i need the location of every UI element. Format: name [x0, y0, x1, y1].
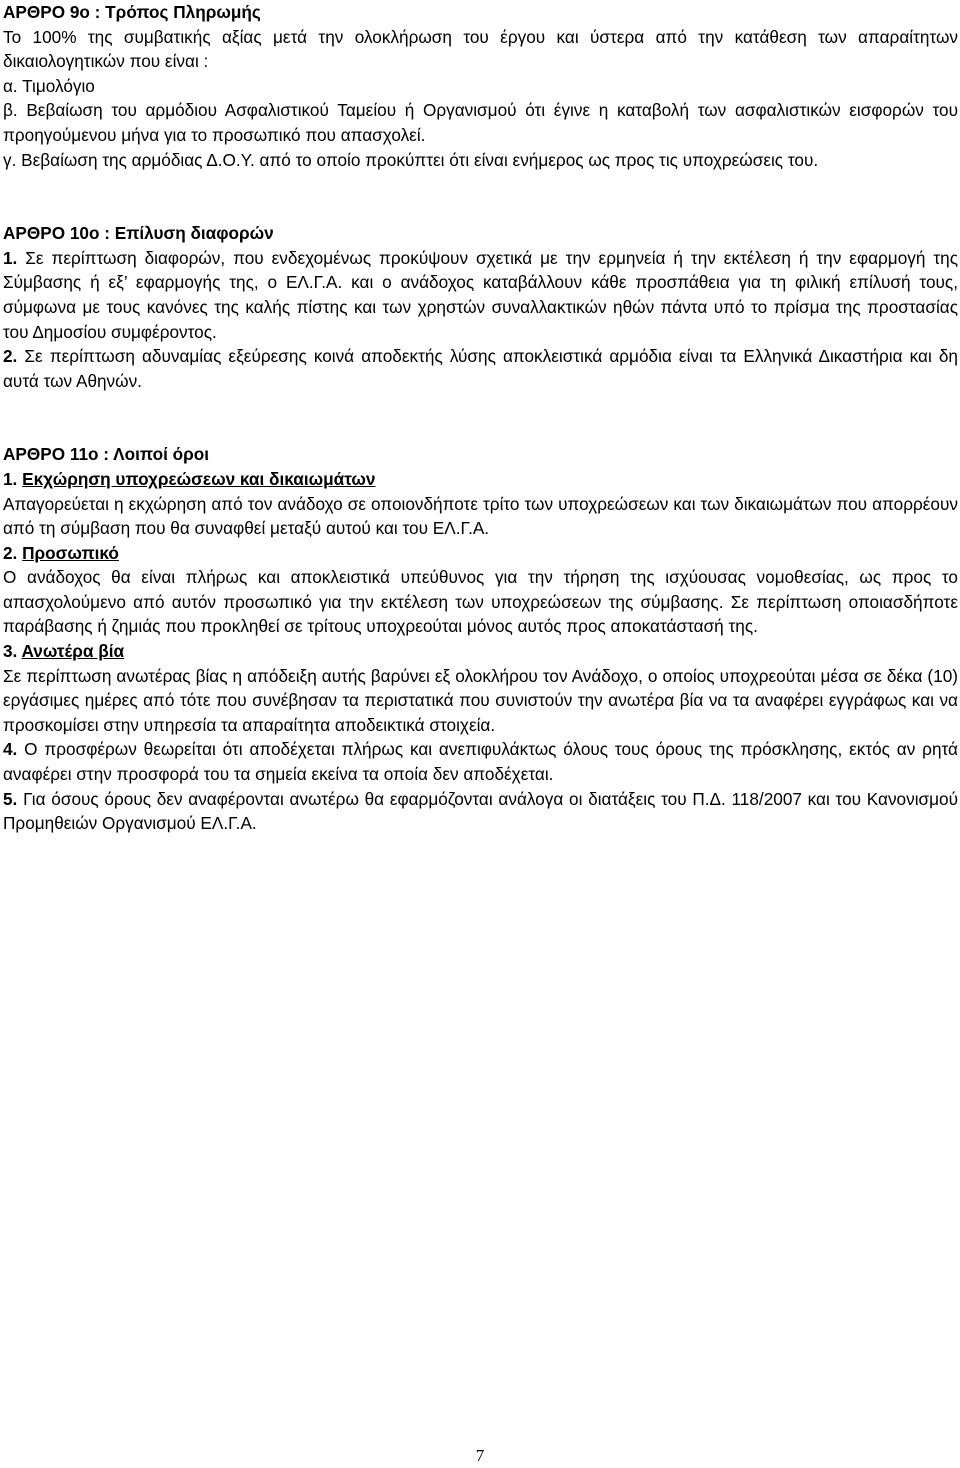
- page-number: 7: [475, 1446, 485, 1465]
- subheading-text: Ανωτέρα βία: [21, 641, 125, 662]
- subheading-text: Προσωπικό: [22, 542, 119, 563]
- article-9-item-a: α. Τιμολόγιο: [3, 75, 95, 96]
- paragraph-text: Για όσους όρους δεν αναφέρονται ανωτέρω θα εφαρμόζονται ανάλογα οι διατάξεις του Π.Δ. 118/2007 και του Κανονισμού Προμηθειών Οργανισμού ΕΛ.Γ.Α.: [3, 788, 958, 834]
- article-9-title: ΑΡΘΡΟ 9ο : Τρόπος Πληρωμής: [3, 2, 261, 22]
- article-11-subheading-2: [3, 541, 958, 566]
- article-11-text-1: Απαγορεύεται η εκχώρηση από τον ανάδοχο σε οποιονδήποτε τρίτο των υποχρεώσεων και των δικαιωμάτων που απορρέουν από τη σύμβαση που θα συναφθεί μεταξύ αυτού και του ΕΛ.Γ.Α.: [3, 493, 958, 539]
- document-page: [3, 0, 958, 836]
- article-9-item-c: γ. Βεβαίωση της αρμόδιας Δ.Ο.Υ. από το οποίο προκύπτει ότι είναι ενήμερος ως προς τις υποχρεώσεις του.: [3, 149, 819, 170]
- article-9-item-b: β. Βεβαίωση του αρμόδιου Ασφαλιστικού Ταμείου ή Οργανισμού ότι έγινε η καταβολή των ασφαλιστικών εισφορών του προηγούμενου μήνα για το προσωπικό που απασχολεί.: [3, 100, 958, 145]
- article-9-intro: Το 100% της συμβατικής αξίας μετά την ολοκλήρωση του έργου και ύστερα από την κατάθεση των απαραίτητων δικαιολογητικών που είναι :: [3, 26, 958, 72]
- paragraph-number: 4.: [3, 739, 18, 760]
- article-10-paragraph-1: [3, 246, 958, 344]
- article-11-paragraph-4: [3, 737, 958, 786]
- paragraph-number: 5.: [3, 788, 18, 809]
- paragraph-text: Σε περίπτωση διαφορών, που ενδεχομένως προκύψουν σχετικά με την ερμηνεία ή την εκτέλεση ή την εφαρμογή της Σύμβασης ή εξ’ εφαρμογής της, ο ΕΛ.Γ.Α. και ο ανάδοχος καταβάλλουν κάθε προσπάθεια για τη φιλική επίλυσή τους, σύμφωνα με τους κανόνες της καλής πίστης και των χρηστών συναλλακτικών ηθών πάντα υπό το πρίσμα της προστασίας του Δημοσίου συμφέροντος.: [3, 247, 958, 342]
- section-spacer: [3, 393, 958, 442]
- article-11-title: ΑΡΘΡΟ 11ο : Λοιποί όροι: [3, 444, 210, 465]
- paragraph-text: Ο προσφέρων θεωρείται ότι αποδέχεται πλήρως και ανεπιφυλάκτως όλους τους όρους της πρόσκλησης, εκτός αν ρητά αναφέρει στην προσφορά του τα σημεία εκείνα τα οποία δεν αποδέχεται.: [3, 739, 958, 785]
- paragraph-number: 1.: [3, 247, 18, 268]
- article-11-paragraph-5: [3, 787, 958, 836]
- article-10-paragraph-2: [3, 344, 958, 393]
- subheading-number: 1.: [3, 468, 18, 489]
- subheading-number: 2.: [3, 542, 18, 563]
- article-10-title: ΑΡΘΡΟ 10ο : Επίλυση διαφορών: [3, 223, 274, 244]
- section-spacer: [3, 172, 958, 221]
- article-11-text-2: Ο ανάδοχος θα είναι πλήρως και αποκλειστικά υπεύθυνος για την τήρηση της ισχύουσας νομοθεσίας, ως προς το απασχολούμενο από αυτόν προσωπικό για την εκτέλεση των υποχρεώσεων της σύμβασης. Σε περίπτωση οποιασδήποτε παράβασης ή ζημιάς που προκληθεί σε τρίτους υποχρεούται μόνος αυτός προς αποκατάστασή της.: [3, 567, 958, 637]
- paragraph-text: Σε περίπτωση αδυναμίας εξεύρεσης κοινά αποδεκτής λύσης αποκλειστικά αρμόδια είναι τα Ελληνικά Δικαστήρια και δη αυτά των Αθηνών.: [3, 346, 958, 391]
- article-11-subheading-3: [3, 639, 958, 664]
- paragraph-number: 2.: [3, 346, 18, 367]
- subheading-number: 3.: [3, 641, 18, 662]
- article-11-text-3: Σε περίπτωση ανωτέρας βίας η απόδειξη αυτής βαρύνει εξ ολοκλήρου τον Ανάδοχο, ο οποίος υποχρεούται μέσα σε δέκα (10) εργάσιμες ημέρες από τότε που συνέβησαν τα περιστατικά που συνιστούν την ανωτέρα βία να τα αναφέρει εγγράφως και να προσκομίσει στην υπηρεσία τα απαραίτητα αποδεικτικά στοιχεία.: [3, 665, 958, 735]
- article-11-subheading-1: [3, 467, 958, 492]
- subheading-text: Εκχώρηση υποχρεώσεων και δικαιωμάτων: [22, 468, 376, 489]
